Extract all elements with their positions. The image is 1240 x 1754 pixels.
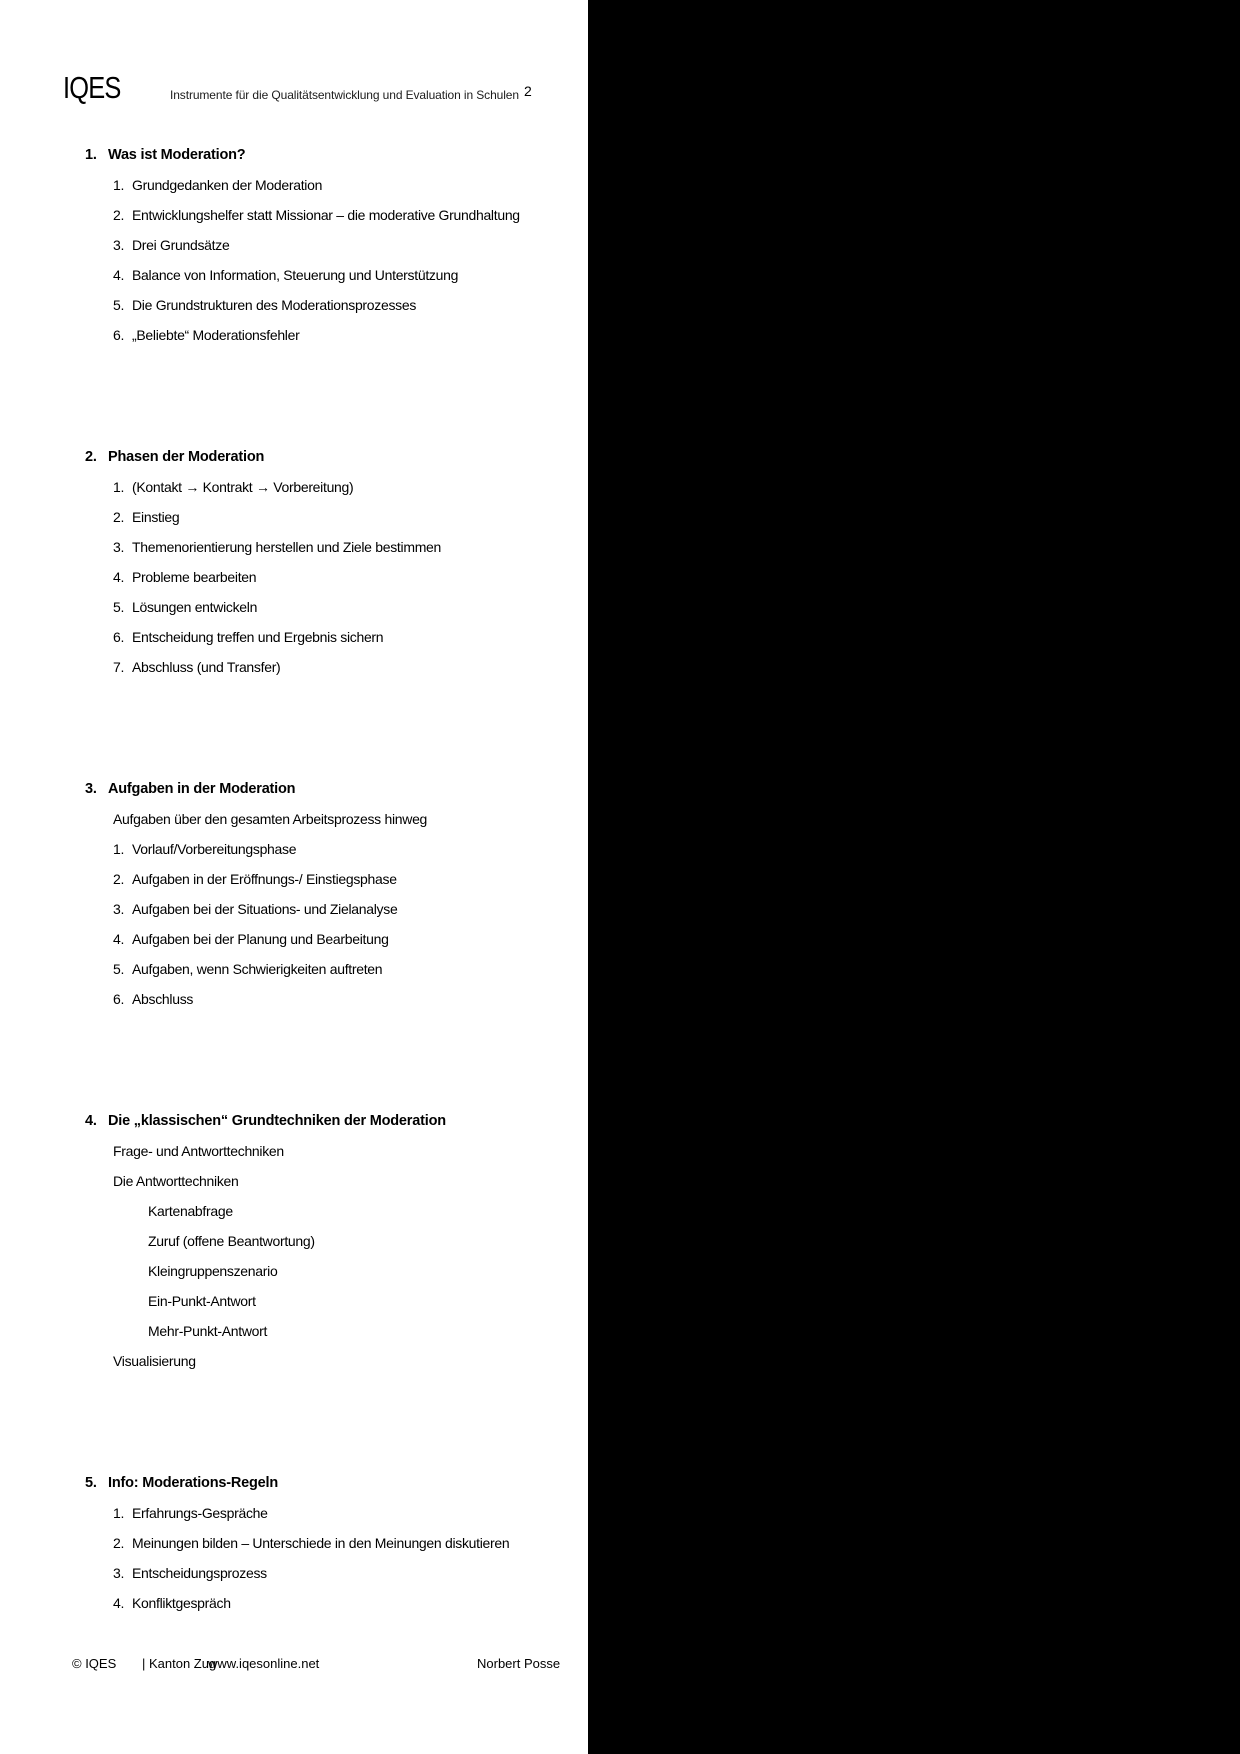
item-text: Lösungen entwickeln (132, 599, 258, 615)
item-text: Die Antworttechniken (113, 1173, 239, 1189)
item-marker: 2. (113, 1535, 125, 1551)
item-marker: 3. (113, 539, 125, 555)
footer-organization: | Kanton Zug (142, 1656, 217, 1671)
outline-item (85, 1196, 555, 1226)
item-text: Probleme bearbeiten (132, 569, 257, 585)
document-header-title: Instrumente für die Qualitätsentwicklung und Evaluation in Schulen (170, 88, 519, 102)
item-text: Meinungen bilden – Unterschiede in den Meinungen diskutieren (132, 1535, 510, 1551)
outline-item (85, 1346, 555, 1376)
item-text: Aufgaben, wenn Schwierigkeiten auftreten (132, 961, 383, 977)
outline-item (85, 200, 555, 230)
item-text: Entscheidungsprozess (132, 1565, 267, 1581)
item-text: Ein-Punkt-Antwort (148, 1293, 256, 1309)
outline-item (85, 1588, 555, 1618)
item-marker: 1. (113, 841, 125, 857)
outline-item (85, 924, 555, 954)
outline-section (85, 774, 555, 1014)
item-marker: 6. (113, 327, 125, 343)
section-title: Was ist Moderation? (108, 147, 246, 163)
footer-website: www.iqesonline.net (208, 1656, 320, 1671)
section-title: Die „klassischen“ Grundtechniken der Moderation (108, 1113, 446, 1129)
outline-item (85, 320, 555, 350)
item-marker: 2. (113, 509, 125, 525)
item-text: Mehr-Punkt-Antwort (148, 1323, 268, 1339)
item-text: Erfahrungs-Gespräche (132, 1505, 268, 1521)
item-text: Drei Grundsätze (132, 237, 230, 253)
item-text: Abschluss (132, 991, 194, 1007)
section-heading (85, 442, 555, 472)
item-marker: 1. (113, 479, 125, 495)
section-number: 5. (85, 1475, 97, 1491)
item-text: Entwicklungshelfer statt Missionar – die moderative Grundhaltung (132, 207, 520, 223)
outline-item (85, 1286, 555, 1316)
item-marker: 6. (113, 629, 125, 645)
outline-item (85, 1136, 555, 1166)
outline-item (85, 502, 555, 532)
outline-section (85, 140, 555, 350)
outline-item (85, 1498, 555, 1528)
section-title: Info: Moderations-Regeln (108, 1475, 279, 1491)
outline-item (85, 1166, 555, 1196)
item-marker: 1. (113, 1505, 125, 1521)
item-text: Aufgaben bei der Planung und Bearbeitung (132, 931, 389, 947)
footer-copyright: © IQES (72, 1656, 117, 1671)
outline-item (85, 864, 555, 894)
item-text: Abschluss (und Transfer) (132, 659, 281, 675)
section-title: Phasen der Moderation (108, 449, 265, 465)
page-number: 2 (524, 83, 532, 99)
item-text: (Kontakt → Kontrakt → Vorbereitung) (132, 479, 354, 495)
item-text: Konfliktgespräch (132, 1595, 231, 1611)
outline-item (85, 804, 555, 834)
outside-page-backdrop (588, 0, 1240, 1754)
item-text: Einstieg (132, 509, 180, 525)
outline-item (85, 290, 555, 320)
outline-item (85, 592, 555, 622)
item-text: „Beliebte“ Moderationsfehler (132, 327, 300, 343)
item-text: Visualisierung (113, 1353, 196, 1369)
item-marker: 3. (113, 901, 125, 917)
outline-section (85, 1468, 555, 1618)
item-marker: 4. (113, 569, 125, 585)
outline-item (85, 1316, 555, 1346)
section-number: 2. (85, 449, 97, 465)
outline-section (85, 442, 555, 682)
item-marker: 4. (113, 931, 125, 947)
item-text: Kartenabfrage (148, 1203, 233, 1219)
section-number: 1. (85, 147, 97, 163)
item-text: Themenorientierung herstellen und Ziele bestimmen (132, 539, 442, 555)
item-text: Entscheidung treffen und Ergebnis sichern (132, 629, 384, 645)
section-heading (85, 1106, 555, 1136)
item-text: Grundgedanken der Moderation (132, 177, 323, 193)
item-marker: 4. (113, 1595, 125, 1611)
item-text: Aufgaben in der Eröffnungs-/ Einstiegsphase (132, 871, 397, 887)
item-text: Vorlauf/Vorbereitungsphase (132, 841, 297, 857)
item-text: Zuruf (offene Beantwortung) (148, 1233, 315, 1249)
outline-item (85, 894, 555, 924)
item-marker: 6. (113, 991, 125, 1007)
item-marker: 3. (113, 237, 125, 253)
outline-item (85, 532, 555, 562)
outline-item (85, 472, 555, 502)
outline-section (85, 1106, 555, 1376)
outline-item (85, 230, 555, 260)
iqes-logo: IQES (63, 70, 121, 105)
outline-item (85, 622, 555, 652)
outline-item (85, 1256, 555, 1286)
outline-item (85, 1528, 555, 1558)
section-heading (85, 774, 555, 804)
outline-item (85, 1226, 555, 1256)
item-marker: 7. (113, 659, 125, 675)
item-text: Frage- und Antworttechniken (113, 1143, 284, 1159)
footer-author: Norbert Posse (477, 1656, 561, 1671)
item-text: Aufgaben bei der Situations- und Zielanalyse (132, 901, 398, 917)
outline-item (85, 260, 555, 290)
item-marker: 2. (113, 207, 125, 223)
item-text: Aufgaben über den gesamten Arbeitsprozess hinweg (113, 811, 428, 827)
outline (85, 140, 555, 1710)
outline-item (85, 954, 555, 984)
section-title: Aufgaben in der Moderation (108, 781, 296, 797)
outline-item (85, 170, 555, 200)
outline-item (85, 984, 555, 1014)
section-number: 3. (85, 781, 97, 797)
section-number: 4. (85, 1113, 97, 1129)
item-text: Die Grundstrukturen des Moderationsprozesses (132, 297, 417, 313)
section-heading (85, 1468, 555, 1498)
outline-item (85, 834, 555, 864)
item-marker: 3. (113, 1565, 125, 1581)
item-marker: 2. (113, 871, 125, 887)
item-text: Kleingruppenszenario (148, 1263, 278, 1279)
item-marker: 5. (113, 961, 125, 977)
item-marker: 5. (113, 297, 125, 313)
item-marker: 5. (113, 599, 125, 615)
outline-item (85, 562, 555, 592)
outline-item (85, 1558, 555, 1588)
outline-item (85, 652, 555, 682)
item-marker: 4. (113, 267, 125, 283)
section-heading (85, 140, 555, 170)
item-marker: 1. (113, 177, 125, 193)
item-text: Balance von Information, Steuerung und Unterstützung (132, 267, 459, 283)
